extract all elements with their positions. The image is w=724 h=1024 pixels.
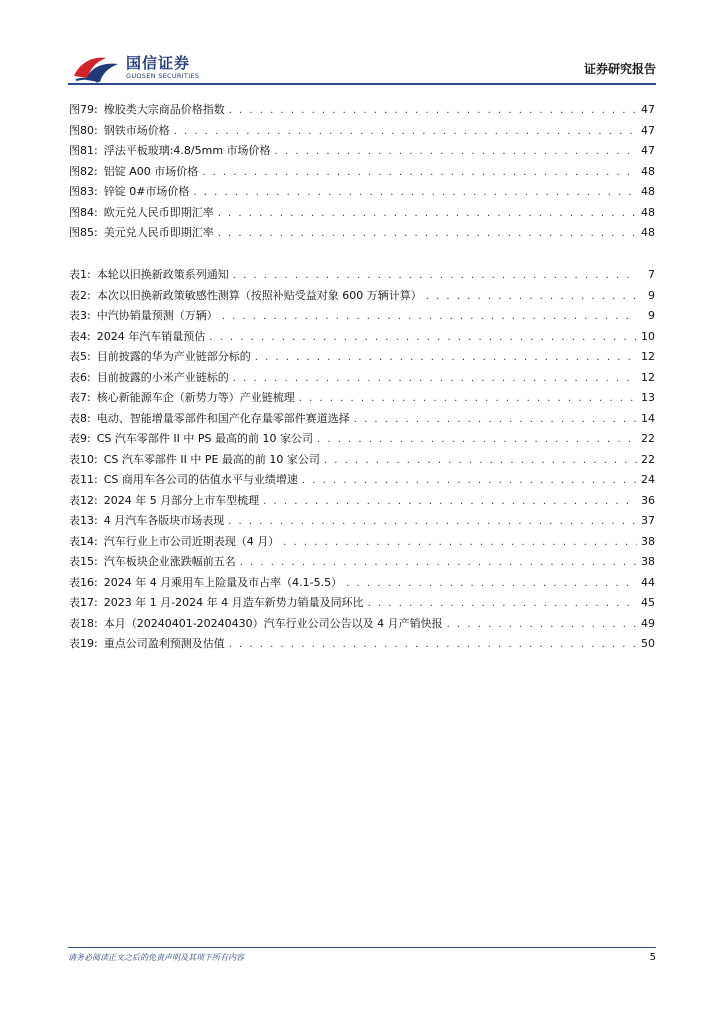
table-toc-entry[interactable] — [69, 328, 655, 349]
entry-label: 图83: — [69, 185, 98, 198]
table-toc-entry[interactable] — [69, 348, 655, 369]
table-toc-entry[interactable] — [69, 533, 655, 554]
entry-label: 表8: — [69, 411, 91, 425]
entry-label: 表2: — [69, 288, 91, 302]
dot-leader — [229, 105, 637, 116]
dot-leader — [193, 187, 637, 198]
entry-label: 表7: — [69, 391, 91, 404]
footer-disclaimer: 请务必阅读正文之后的免责声明及其项下所有内容 — [68, 953, 244, 962]
entry-label: 图84: — [69, 205, 98, 219]
entry-title: 钢铁市场价格 — [103, 123, 170, 137]
dot-leader — [228, 516, 637, 527]
entry-title: 4 月汽车各版块市场表现 — [103, 514, 225, 527]
entry-label: 表6: — [69, 370, 91, 384]
footer-divider — [68, 947, 656, 948]
entry-page: 22 — [641, 452, 655, 466]
entry-page: 22 — [641, 432, 655, 445]
entry-title: 汽车板块企业涨跌幅前五名 — [103, 555, 236, 568]
entry-page: 48 — [641, 226, 655, 239]
dot-leader — [218, 208, 637, 219]
header-divider — [68, 83, 656, 85]
dot-leader — [233, 270, 637, 281]
figure-toc-entry[interactable] — [69, 183, 655, 204]
dot-leader — [302, 475, 637, 486]
table-toc-entry[interactable] — [69, 492, 655, 513]
dot-leader — [222, 311, 637, 322]
logo-chinese-text: 国信证券 — [126, 54, 191, 72]
dot-leader — [317, 434, 637, 445]
entry-page: 12 — [641, 350, 655, 363]
entry-title: 重点公司盈利预测及估值 — [103, 637, 225, 650]
entry-title: 电动、智能增量零部件和国产化存量零部件赛道选择 — [96, 411, 350, 425]
logo-english-text: GUOSEN SECURITIES — [126, 72, 200, 80]
dot-leader — [324, 455, 637, 466]
entry-title: 2024 年汽车销量预估 — [96, 329, 206, 343]
table-toc-entry[interactable] — [69, 594, 655, 615]
entry-page: 44 — [641, 575, 655, 589]
entry-label: 表5: — [69, 350, 91, 363]
entry-label: 表14: — [69, 534, 98, 548]
entry-label: 表11: — [69, 473, 98, 486]
page-number: 5 — [649, 952, 656, 963]
figure-toc-entry[interactable] — [69, 142, 655, 163]
entry-page: 50 — [641, 637, 655, 650]
entry-label: 图82: — [69, 164, 98, 178]
figure-toc-entry[interactable] — [69, 224, 655, 245]
entry-page: 48 — [641, 164, 655, 178]
table-toc-entry[interactable] — [69, 369, 655, 390]
entry-title: 浮法平板玻璃:4.8/5mm 市场价格 — [103, 144, 271, 157]
entry-page: 48 — [641, 185, 655, 198]
entry-label: 图80: — [69, 123, 98, 137]
table-toc-entry[interactable] — [69, 553, 655, 574]
entry-page: 9 — [648, 288, 655, 302]
table-toc-entry[interactable] — [69, 471, 655, 492]
dot-leader — [346, 578, 637, 589]
entry-page: 10 — [641, 329, 655, 343]
entry-title: 铝锭 A00 市场价格 — [103, 164, 199, 178]
dot-leader — [447, 619, 637, 630]
entry-page: 7 — [648, 268, 655, 281]
entry-title: 锌锭 0#市场价格 — [103, 185, 190, 198]
entry-page: 38 — [641, 534, 655, 548]
entry-title: 2024 年 5 月部分上市车型梳理 — [103, 493, 260, 507]
table-toc-entry[interactable] — [69, 430, 655, 451]
dot-leader — [233, 373, 637, 384]
figure-toc-entry[interactable] — [69, 163, 655, 184]
guosen-logo-icon — [72, 54, 120, 84]
dot-leader — [368, 598, 637, 609]
dot-leader — [174, 126, 637, 137]
entry-title: 汽车行业上市公司近期表现（4 月） — [103, 534, 280, 548]
figure-list — [69, 101, 655, 245]
entry-page: 45 — [641, 596, 655, 609]
entry-label: 表9: — [69, 432, 91, 445]
entry-label: 表12: — [69, 493, 98, 507]
entry-title: 2023 年 1 月-2024 年 4 月造车新势力销量及同环比 — [103, 596, 364, 609]
entry-page: 48 — [641, 205, 655, 219]
table-toc-entry[interactable] — [69, 635, 655, 656]
table-toc-entry[interactable] — [69, 389, 655, 410]
entry-label: 表10: — [69, 452, 98, 466]
table-toc-entry[interactable] — [69, 451, 655, 472]
entry-page: 13 — [641, 391, 655, 404]
guosen-logo — [68, 50, 228, 86]
entry-page: 24 — [641, 473, 655, 486]
dot-leader — [202, 167, 637, 178]
entry-label: 表13: — [69, 514, 98, 527]
dot-leader — [255, 352, 637, 363]
dot-leader — [299, 393, 637, 404]
table-list — [69, 266, 655, 656]
dot-leader — [275, 146, 637, 157]
entry-title: 核心新能源车企（新势力等）产业链梳理 — [96, 391, 295, 404]
dot-leader — [229, 639, 637, 650]
report-type: 证券研究报告 — [583, 62, 656, 76]
dot-leader — [218, 228, 637, 239]
figure-toc-entry[interactable] — [69, 101, 655, 122]
entry-page: 47 — [641, 144, 655, 157]
dot-leader — [283, 537, 637, 548]
entry-title: 美元兑人民币即期汇率 — [103, 226, 214, 239]
entry-title: CS 商用车各公司的估值水平与业绩增速 — [103, 473, 298, 486]
dot-leader — [354, 414, 637, 425]
table-toc-entry[interactable] — [69, 410, 655, 431]
entry-label: 图81: — [69, 144, 98, 157]
entry-page: 9 — [648, 309, 655, 322]
dot-leader — [263, 496, 637, 507]
entry-label: 表18: — [69, 616, 98, 630]
entry-title: 本次以旧换新政策敏感性测算（按照补贴受益对象 600 万辆计算） — [96, 288, 422, 302]
table-toc-entry[interactable] — [69, 574, 655, 595]
entry-title: 橡胶类大宗商品价格指数 — [103, 103, 225, 116]
dot-leader — [209, 332, 637, 343]
entry-label: 表4: — [69, 329, 91, 343]
dot-leader — [240, 557, 637, 568]
entry-page: 14 — [641, 411, 655, 425]
table-toc-entry[interactable] — [69, 287, 655, 308]
entry-title: CS 汽车零部件 II 中 PS 最高的前 10 家公司 — [96, 432, 313, 445]
entry-page: 49 — [641, 616, 655, 630]
entry-page: 47 — [641, 123, 655, 137]
entry-label: 表16: — [69, 575, 98, 589]
entry-page: 47 — [641, 103, 655, 116]
entry-page: 12 — [641, 370, 655, 384]
entry-label: 表17: — [69, 596, 98, 609]
entry-page: 37 — [641, 514, 655, 527]
entry-label: 表15: — [69, 555, 98, 568]
figure-toc-entry[interactable] — [69, 204, 655, 225]
table-toc-entry[interactable] — [69, 307, 655, 328]
table-toc-entry[interactable] — [69, 615, 655, 636]
entry-label: 图85: — [69, 226, 98, 239]
dot-leader — [426, 291, 637, 302]
entry-page: 38 — [641, 555, 655, 568]
figure-toc-entry[interactable] — [69, 122, 655, 143]
entry-title: 目前披露的华为产业链部分标的 — [96, 350, 251, 363]
entry-label: 表19: — [69, 637, 98, 650]
entry-title: 欧元兑人民币即期汇率 — [103, 205, 214, 219]
table-toc-entry[interactable] — [69, 512, 655, 533]
table-toc-entry[interactable] — [69, 266, 655, 287]
entry-page: 36 — [641, 493, 655, 507]
entry-title: 2024 年 4 月乘用车上险量及市占率（4.1-5.5） — [103, 575, 343, 589]
entry-label: 图79: — [69, 103, 98, 116]
entry-title: 目前披露的小米产业链标的 — [96, 370, 229, 384]
page-header — [68, 50, 656, 86]
entry-label: 表1: — [69, 268, 91, 281]
entry-label: 表3: — [69, 309, 91, 322]
entry-title: 本轮以旧换新政策系列通知 — [96, 268, 229, 281]
entry-title: 本月（20240401-20240430）汽车行业公司公告以及 4 月产销快报 — [103, 616, 443, 630]
entry-title: CS 汽车零部件 II 中 PE 最高的前 10 家公司 — [103, 452, 320, 466]
entry-title: 中汽协销量预测（万辆） — [96, 309, 218, 322]
